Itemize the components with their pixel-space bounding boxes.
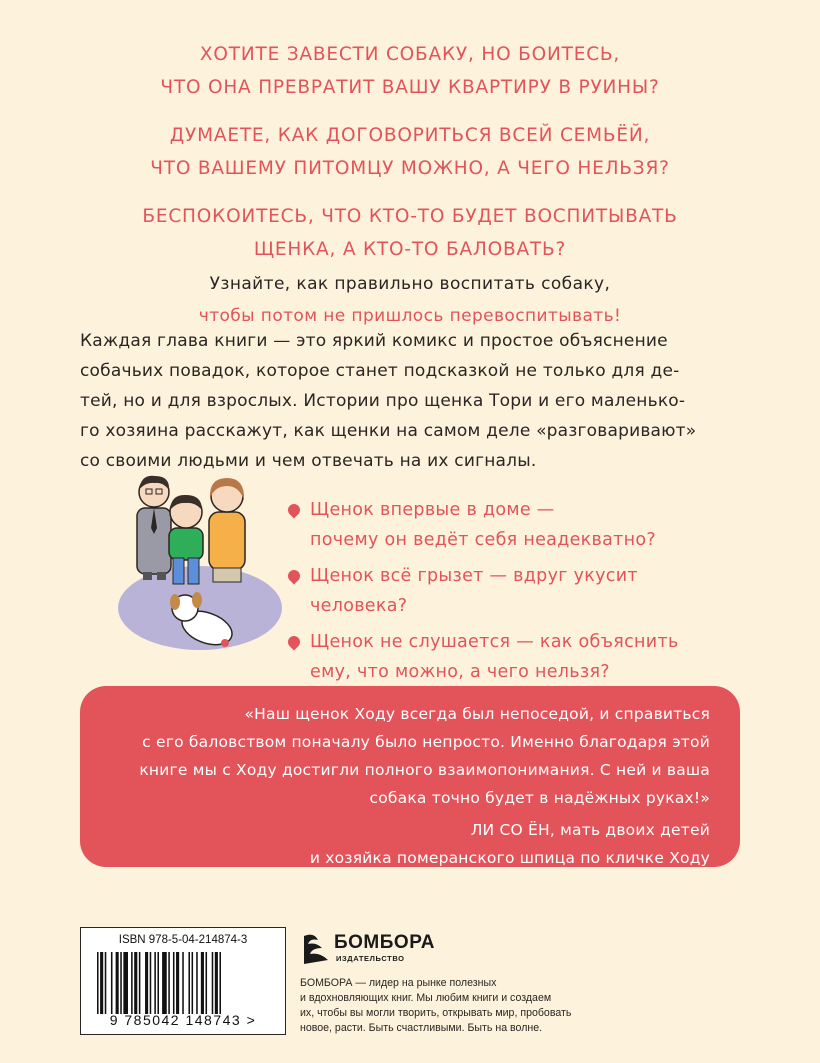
intro-paragraph xyxy=(80,326,745,476)
testimonial-author: ЛИ СО ЁН, мать двоих детей xyxy=(470,821,710,839)
question-block xyxy=(0,200,820,266)
publisher-description xyxy=(300,976,600,1036)
publisher-description-line: их, чтобы вы могли творить, открывать мир, пробовать xyxy=(300,1007,572,1019)
father-figure xyxy=(137,476,171,580)
isbn-label: ISBN 978-5-04-214874-3 xyxy=(118,934,248,946)
publisher-description-line: БОМБОРА — лидер на рынке полезных xyxy=(300,977,497,989)
question-line: ХОТИТЕ ЗАВЕСТИ СОБАКУ, НО БОИТЕСЬ, xyxy=(199,44,621,65)
list-item-text: Щенок впервые в доме — xyxy=(310,500,555,520)
bombora-wave-icon xyxy=(300,930,332,968)
testimonial-line: собака точно будет в надёжных руках!» xyxy=(369,789,710,807)
list-item xyxy=(288,627,728,687)
question-line: ЧТО ОНА ПРЕВРАТИТ ВАШУ КВАРТИРУ В РУИНЫ? xyxy=(160,77,660,98)
list-item xyxy=(288,495,728,555)
question-block xyxy=(0,38,820,104)
barcode-bars xyxy=(97,952,273,1014)
family-puppy-illustration xyxy=(115,468,285,668)
testimonial-line: книге мы с Ходу достигли полного взаимопонимания. С ней и ваша xyxy=(139,761,710,779)
question-line: ЩЕНКА, А КТО-ТО БАЛОВАТЬ? xyxy=(253,239,567,260)
feature-list xyxy=(288,495,728,693)
testimonial-text xyxy=(139,700,710,872)
testimonial-line: с его баловством поначалу было непросто. Именно благодаря этой xyxy=(142,733,710,751)
list-item-text: почему он ведёт себя неадекватно? xyxy=(310,530,656,550)
barcode xyxy=(80,927,286,1035)
opening-questions xyxy=(0,38,820,281)
intro-line: собачьих повадок, которое станет подсказкой не только для де- xyxy=(80,361,680,381)
publisher-description-line: и вдохновляющих книг. Мы любим книги и создаем xyxy=(300,992,552,1004)
tagline-line-2: чтобы потом не пришлось перевоспитывать! xyxy=(198,306,622,326)
list-item-text: Щенок не слушается — как объяснить xyxy=(310,632,679,652)
testimonial-box xyxy=(80,686,740,867)
publisher-logo xyxy=(300,930,600,970)
list-item-text: человека? xyxy=(310,596,408,616)
barcode-number: 9 785042 148743 > xyxy=(109,1012,257,1028)
testimonial-author-role: и хозяйка померанского шпица по кличке Ходу xyxy=(309,849,710,867)
bullet-drop-icon xyxy=(286,502,303,519)
intro-line: го хозяина расскажут, как щенки на самом деле «разговаривают» xyxy=(80,421,697,441)
intro-line: со своими людьми и чем отвечать на их сигналы. xyxy=(80,451,537,471)
question-line: ЧТО ВАШЕМУ ПИТОМЦУ МОЖНО, А ЧЕГО НЕЛЬЗЯ? xyxy=(150,158,670,179)
list-item-text: Щенок всё грызет — вдруг укусит xyxy=(310,566,638,586)
tagline xyxy=(0,268,820,332)
mother-figure xyxy=(209,478,245,582)
testimonial-line: «Наш щенок Ходу всегда был непоседой, и справиться xyxy=(244,705,710,723)
question-line: ДУМАЕТЕ, КАК ДОГОВОРИТЬСЯ ВСЕЙ СЕМЬЁЙ, xyxy=(169,125,651,146)
publisher-name: БОМБОРА xyxy=(334,932,435,953)
publisher-description-line: новое, расти. Быть счастливыми. Быть на волне. xyxy=(300,1022,543,1034)
intro-line: Каждая глава книги — это яркий комикс и простое объяснение xyxy=(80,331,668,351)
question-block xyxy=(0,119,820,185)
intro-line: тей, но и для взрослых. Истории про щенка Тори и его маленько- xyxy=(80,391,686,411)
tagline-line-1: Узнайте, как правильно воспитать собаку, xyxy=(209,274,611,294)
list-item xyxy=(288,561,728,621)
publisher-subtitle: ИЗДАТЕЛЬСТВО xyxy=(336,954,405,963)
question-line: БЕСПОКОИТЕСЬ, ЧТО КТО-ТО БУДЕТ ВОСПИТЫВАТЬ xyxy=(142,206,678,227)
bullet-drop-icon xyxy=(286,634,303,651)
bullet-drop-icon xyxy=(286,568,303,585)
list-item-text: ему, что можно, а чего нельзя? xyxy=(310,662,610,682)
publisher-block xyxy=(300,930,600,1036)
